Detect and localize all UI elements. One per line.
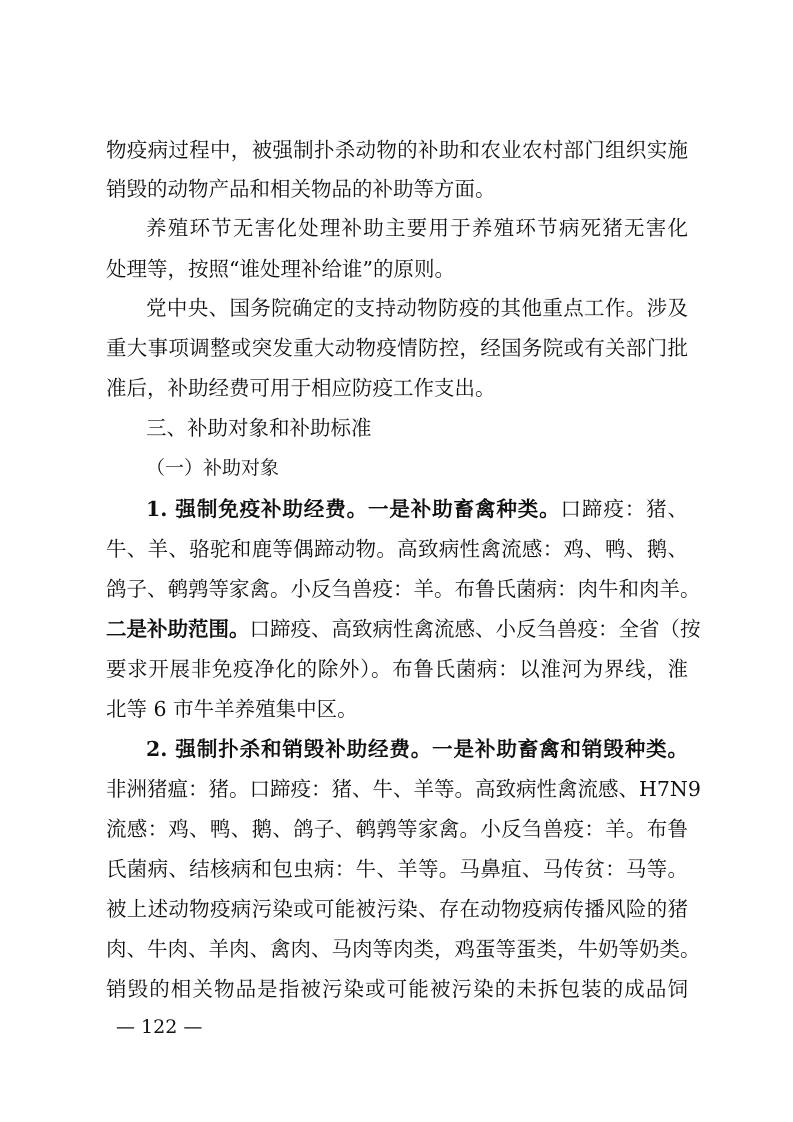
text-line xyxy=(106,617,701,641)
text-run: 口蹄疫：猪、 xyxy=(560,497,689,521)
text-line: 处理等，按照“谁处理补给谁”的原则。 xyxy=(106,257,455,281)
text-line: 非洲猪瘟：猪。口蹄疫：猪、牛、羊等。高致病性禽流感、H7N9 xyxy=(106,777,701,801)
bold-run: 1. 强制免疫补助经费。一是补助畜禽种类。 xyxy=(146,497,561,521)
text-line: 鸽子、鹌鹑等家禽。小反刍兽疫：羊。布鲁氏菌病：肉牛和肉羊。 xyxy=(106,577,701,601)
text-line: 准后，补助经费可用于相应防疫工作支出。 xyxy=(106,376,496,400)
section-heading: 三、补助对象和补助标准 xyxy=(146,416,372,440)
text-line: 养殖环节无害化处理补助主要用于养殖环节病死猪无害化 xyxy=(146,216,688,240)
text-line: 肉、牛肉、羊肉、禽肉、马肉等肉类，鸡蛋等蛋类，牛奶等奶类。 xyxy=(106,937,701,961)
text-line: 北等 6 市牛羊养殖集中区。 xyxy=(106,697,358,721)
text-line xyxy=(146,739,688,760)
text-line: 销毁的动物产品和相关物品的补助等方面。 xyxy=(106,177,496,201)
text-line: 流感：鸡、鸭、鹅、鸽子、鹌鹑等家禽。小反刍兽疫：羊。布鲁 xyxy=(106,817,688,841)
text-line: 党中央、国务院确定的支持动物防疫的其他重点工作。涉及 xyxy=(146,296,688,320)
text-line: 牛、羊、骆驼和鹿等偶蹄动物。高致病性禽流感：鸡、鸭、鹅、 xyxy=(106,537,688,561)
subsection-heading: （一）补助对象 xyxy=(146,457,280,479)
text-line: 重大事项调整或突发重大动物疫情防控，经国务院或有关部门批 xyxy=(106,336,688,360)
text-line: 被上述动物疫病污染或可能被污染、存在动物疫病传播风险的猪 xyxy=(106,897,688,921)
text-line: 物疫病过程中，被强制扑杀动物的补助和农业农村部门组织实施 xyxy=(106,138,688,162)
text-run: 口蹄疫、高致病性禽流感、小反刍兽疫：全省（按 xyxy=(249,617,701,641)
text-line xyxy=(146,499,688,520)
text-line: 要求开展非免疫净化的除外）。布鲁氏菌病：以淮河为界线，淮 xyxy=(106,657,688,681)
text-line: 氏菌病、结核病和包虫病：牛、羊等。马鼻疽、马传贫：马等。 xyxy=(106,857,688,881)
bold-run: 2. 强制扑杀和销毁补助经费。一是补助畜禽和销毁种类。 xyxy=(146,737,688,761)
page-number: — 122 — xyxy=(116,1016,203,1038)
bold-run: 二是补助范围。 xyxy=(106,617,250,641)
text-line: 销毁的相关物品是指被污染或可能被污染的未拆包装的成品饲 xyxy=(106,977,688,1001)
